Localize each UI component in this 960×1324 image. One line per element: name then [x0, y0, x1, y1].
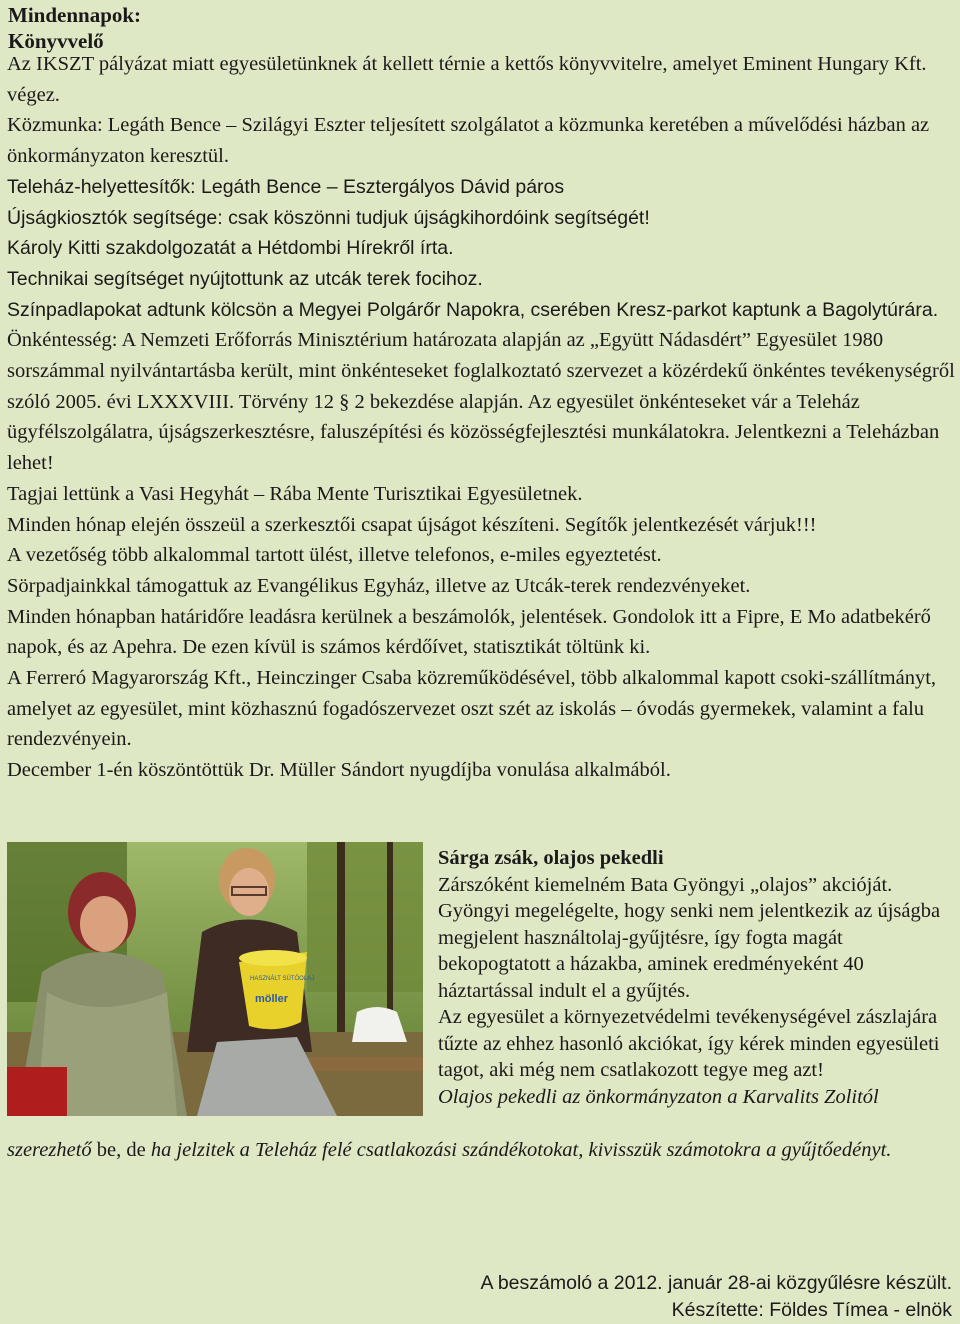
story-italic-1a: Olajos pekedli az önkormányzaton a Karvalits Zolitól — [438, 1085, 879, 1108]
paragraph-newspaper-delivery: Újságkiosztók segítsége: csak köszönni tudjuk újságkihordóink segítségét! — [7, 206, 650, 229]
story-italic-2: ha jelzitek a Teleház felé csatlakozási szándékotokat, kivisszük számotokra a gyűjtőedényt. — [150, 1139, 892, 1161]
footer-line-1: A beszámoló a 2012. január 28-ai közgyűlésre készült. — [480, 1272, 952, 1294]
bucket-brand: möller — [255, 993, 289, 1005]
footer — [480, 1270, 952, 1324]
bucket-label: HASZNÁLT SÜTŐOLAJ — [250, 976, 315, 982]
paragraph-thesis: Károly Kitti szakdolgozatát a Hétdombi Hírekről írta. — [7, 237, 454, 260]
paragraph-volunteering: Önkéntesség: A Nemzeti Erőforrás Minisztérium határozata alapján az „Együtt Nádasdért” Egyesület 1980 sorszámmal nyilvántartásba került, mint önkénteseket foglalkoztató szervezet a közérdekű önkéntes tevékenységről szóló 2005. évi LXXXVIII. Törvény 12 § 2 bekezdése alapján. Az egyesület önkénteseket vár a Teleház ügyfélszolgálatra, újságszerkesztésre, faluszépítési és közösségfejlesztési munkálatokra. Jelentkezni a Teleházban lehet! — [7, 329, 955, 475]
paragraph-board-meetings: A vezetőség több alkalommal tartott ülést, illetve telefonos, e-miles egyeztetést. — [7, 544, 662, 567]
subsection-title: Könyvvelő — [8, 29, 104, 53]
paragraph-tourism-membership: Tagjai lettünk a Vasi Hegyhát – Rába Mente Turisztikai Egyesületnek. — [7, 482, 583, 505]
paragraph-technical-help: Technikai segítséget nyújtottunk az utcák terek focihoz. — [7, 267, 483, 290]
paragraph-beer-benches: Sörpadjainkkal támogattuk az Evangélikus Egyház, illetve az Utcák-terek rendezvényeket. — [7, 574, 751, 597]
paragraph-substitutes: Teleház-helyettesítők: Legáth Bence – Esztergályos Dávid páros — [7, 175, 565, 198]
paragraph-retirement: December 1-én köszöntöttük Dr. Müller Sándort nyugdíjba vonulása alkalmából. — [7, 759, 671, 782]
footer-line-2: Készítette: Földes Tímea - elnök — [671, 1299, 952, 1321]
paragraph-bookkeeper: Az IKSZT pályázat miatt egyesületünknek át kellett térnie a kettős könyvvitelre, amelyet Eminent Hungary Kft. végez. — [7, 53, 927, 106]
paragraph-reports: Minden hónapban határidőre leadásra kerülnek a beszámolók, jelentések. Gondolok itt a Fipre, E Mo adatbekérő napok, és az Apehra. De ezen kívül is számos kérdőívet, statisztikát töltünk ki. — [7, 605, 931, 659]
report-body — [7, 49, 957, 786]
story-tail — [7, 1137, 957, 1164]
paragraph-ferrero: A Ferreró Magyarország Kft., Heinczinger Csaba közreműködésével, több alkalommal kapott csoki-szállítmányt, amelyet az egyesület, mint közhasznú fogadószervezet oszt szét az iskolás – óvodás gyermekek, valamint a falu rendezvényein. — [7, 667, 937, 751]
story-italic-1b: szerezhető — [7, 1139, 92, 1161]
story-plain-be: be, de — [91, 1139, 151, 1161]
section-title: Mindennapok: — [8, 3, 142, 27]
story-block — [438, 845, 958, 1110]
paragraph-stage-panels: Színpadlapokat adtunk kölcsön a Megyei Polgárőr Napokra, cserében Kresz-parkot kaptunk a Bagolytúrára. — [7, 298, 939, 321]
story-text-1: Zárszóként kiemelném Bata Gyöngyi „olajos” akcióját. Gyöngyi megelégelte, hogy senki nem jelentkezik az újságba megjelent használtolaj-gyűjtésre, így fogta magát bekopogtatott a házakba, aminek eredményeként 40 háztartással indult el a gyűjtés. — [438, 873, 941, 1002]
photo-two-women-with-bucket — [7, 842, 423, 1116]
story-text-2: Az egyesület a környezetvédelmi tevékenységével zászlajára tűzte az ehhez hasonló akciókat, így kérek minden egyesületi tagot, aki még nem csatlakozott tegye meg azt! — [438, 1006, 940, 1081]
story-title: Sárga zsák, olajos pekedli — [438, 847, 664, 869]
paragraph-editorial-team: Minden hónap elején összeül a szerkesztői csapat újságot készíteni. Segítők jelentkezését várjuk!!! — [7, 513, 817, 536]
paragraph-public-work: Közmunka: Legáth Bence – Szilágyi Eszter teljesített szolgálatot a közmunka keretében a művelődési házban az önkormányzaton keresztül. — [7, 114, 930, 168]
